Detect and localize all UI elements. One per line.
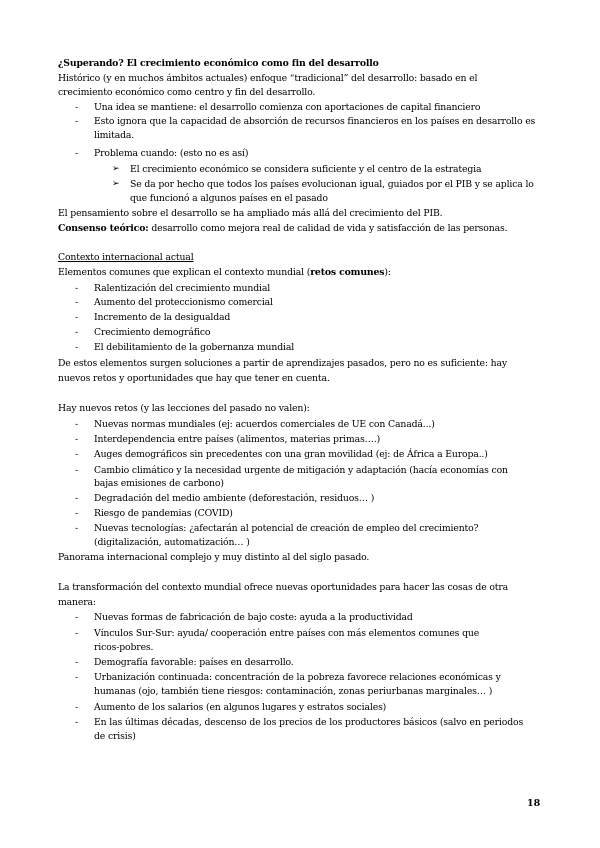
list-item-continuation: ricos-pobres.	[94, 642, 154, 653]
consensus-text: desarrollo como mejora real de calidad de vida y satisfacción de las personas.	[148, 223, 508, 234]
page-number: 18	[527, 798, 541, 809]
bullet-dash: -	[75, 612, 79, 623]
paragraph-line: Panorama internacional complejo y muy distinto al del siglo pasado.	[58, 552, 370, 563]
paragraph-line: crecimiento económico como centro y fin del desarrollo.	[58, 87, 316, 98]
list-item: Una idea se mantiene: el desarrollo comienza con aportaciones de capital financiero	[94, 102, 481, 113]
section-intro	[58, 266, 391, 279]
arrow-bullet-icon: ➢	[112, 164, 120, 174]
sub-list-item: Se da por hecho que todos los países evolucionan igual, guiados por el PIB y se aplica lo	[130, 179, 534, 190]
intro-prefix: Elementos comunes que explican el contexto mundial (	[58, 267, 311, 278]
bullet-dash: -	[75, 493, 79, 504]
list-item: Urbanización continuada: concentración de la pobreza favorece relaciones económicas y	[94, 672, 501, 683]
list-item: Interdependencia entre países (alimentos, materias primas….)	[94, 434, 381, 445]
list-item: Nuevas formas de fabricación de bajo coste: ayuda a la productividad	[94, 612, 413, 623]
list-item-continuation: (digitalización, automatización… )	[94, 537, 250, 548]
paragraph-line: nuevos retos y oportunidades que hay que tener en cuenta.	[58, 373, 330, 384]
bullet-dash: -	[75, 702, 79, 713]
list-item: Ralentización del crecimiento mundial	[94, 283, 271, 294]
bullet-dash: -	[75, 283, 79, 294]
list-item: Incremento de la desigualdad	[94, 312, 231, 323]
paragraph-line: manera:	[58, 597, 96, 608]
list-item: Crecimiento demográfico	[94, 327, 211, 338]
bullet-dash: -	[75, 672, 79, 683]
bullet-dash: -	[75, 628, 79, 639]
bullet-dash: -	[75, 523, 79, 534]
bullet-dash: -	[75, 148, 79, 159]
arrow-bullet-icon: ➢	[112, 179, 120, 189]
list-item-continuation: limitada.	[94, 130, 135, 141]
list-item-continuation: humanas (ojo, también tiene riesgos: contaminación, zonas periurbanas marginales… )	[94, 686, 493, 697]
list-item: Esto ignora que la capacidad de absorción de recursos financieros en los países en desarrollo es	[94, 116, 536, 127]
bullet-dash: -	[75, 342, 79, 353]
paragraph-line: El pensamiento sobre el desarrollo se ha ampliado más allá del crecimiento del PIB.	[58, 208, 443, 219]
list-item: Degradación del medio ambiente (deforestación, residuos… )	[94, 493, 375, 504]
list-item: Auges demográficos sin precedentes con una gran movilidad (ej: de África a Europa..)	[94, 449, 488, 460]
bullet-dash: -	[75, 717, 79, 728]
bullet-dash: -	[75, 657, 79, 668]
bullet-dash: -	[75, 116, 79, 127]
sub-list-item-continuation: que funcionó a algunos países en el pasado	[130, 193, 328, 204]
list-item: Aumento del proteccionismo comercial	[94, 297, 273, 308]
bullet-dash: -	[75, 434, 79, 445]
paragraph-line: Histórico (y en muchos ámbitos actuales) enfoque “tradicional” del desarrollo: basado en el	[58, 73, 478, 84]
intro-bold: retos comunes	[310, 267, 385, 278]
bullet-dash: -	[75, 508, 79, 519]
consensus-label: Consenso teórico:	[58, 223, 149, 234]
list-item: Demografía favorable: países en desarrollo.	[94, 657, 294, 668]
bullet-dash: -	[75, 419, 79, 430]
section-heading: Contexto internacional actual	[58, 252, 194, 263]
section-title: ¿Superando? El crecimiento económico como fin del desarrollo	[58, 58, 379, 69]
list-item-continuation: bajas emisiones de carbono)	[94, 478, 224, 489]
list-item: El debilitamiento de la gobernanza mundial	[94, 342, 295, 353]
list-item: Vínculos Sur-Sur: ayuda/ cooperación entre países con más elementos comunes que	[94, 628, 480, 639]
paragraph-line: Hay nuevos retos (y las lecciones del pasado no valen):	[58, 403, 310, 414]
bullet-dash: -	[75, 465, 79, 476]
bullet-dash: -	[75, 102, 79, 113]
paragraph-line: La transformación del contexto mundial ofrece nuevas oportunidades para hacer las cosas de otra	[58, 582, 509, 593]
bullet-dash: -	[75, 449, 79, 460]
list-item: Cambio climático y la necesidad urgente de mitigación y adaptación (hacía economías con	[94, 465, 508, 476]
intro-suffix: ):	[384, 267, 391, 278]
bullet-dash: -	[75, 327, 79, 338]
list-item: Riesgo de pandemias (COVID)	[94, 508, 233, 519]
list-item: Aumento de los salarios (en algunos lugares y estratos sociales)	[94, 702, 387, 713]
list-item: Nuevas normas mundiales (ej: acuerdos comerciales de UE con Canadá...)	[94, 419, 435, 430]
list-item: Nuevas tecnologías: ¿afectarán al potencial de creación de empleo del crecimiento?	[94, 523, 479, 534]
bullet-dash: -	[75, 312, 79, 323]
consensus-line	[58, 222, 507, 235]
list-item-continuation: de crisis)	[94, 731, 136, 742]
bullet-dash: -	[75, 297, 79, 308]
paragraph-line: De estos elementos surgen soluciones a partir de aprendizajes pasados, pero no es suficiente: hay	[58, 358, 508, 369]
list-item: Problema cuando: (esto no es así)	[94, 148, 249, 159]
list-item: En las últimas décadas, descenso de los precios de los productores básicos (salvo en periodos	[94, 717, 524, 728]
sub-list-item: El crecimiento económico se considera suficiente y el centro de la estrategia	[130, 164, 482, 175]
